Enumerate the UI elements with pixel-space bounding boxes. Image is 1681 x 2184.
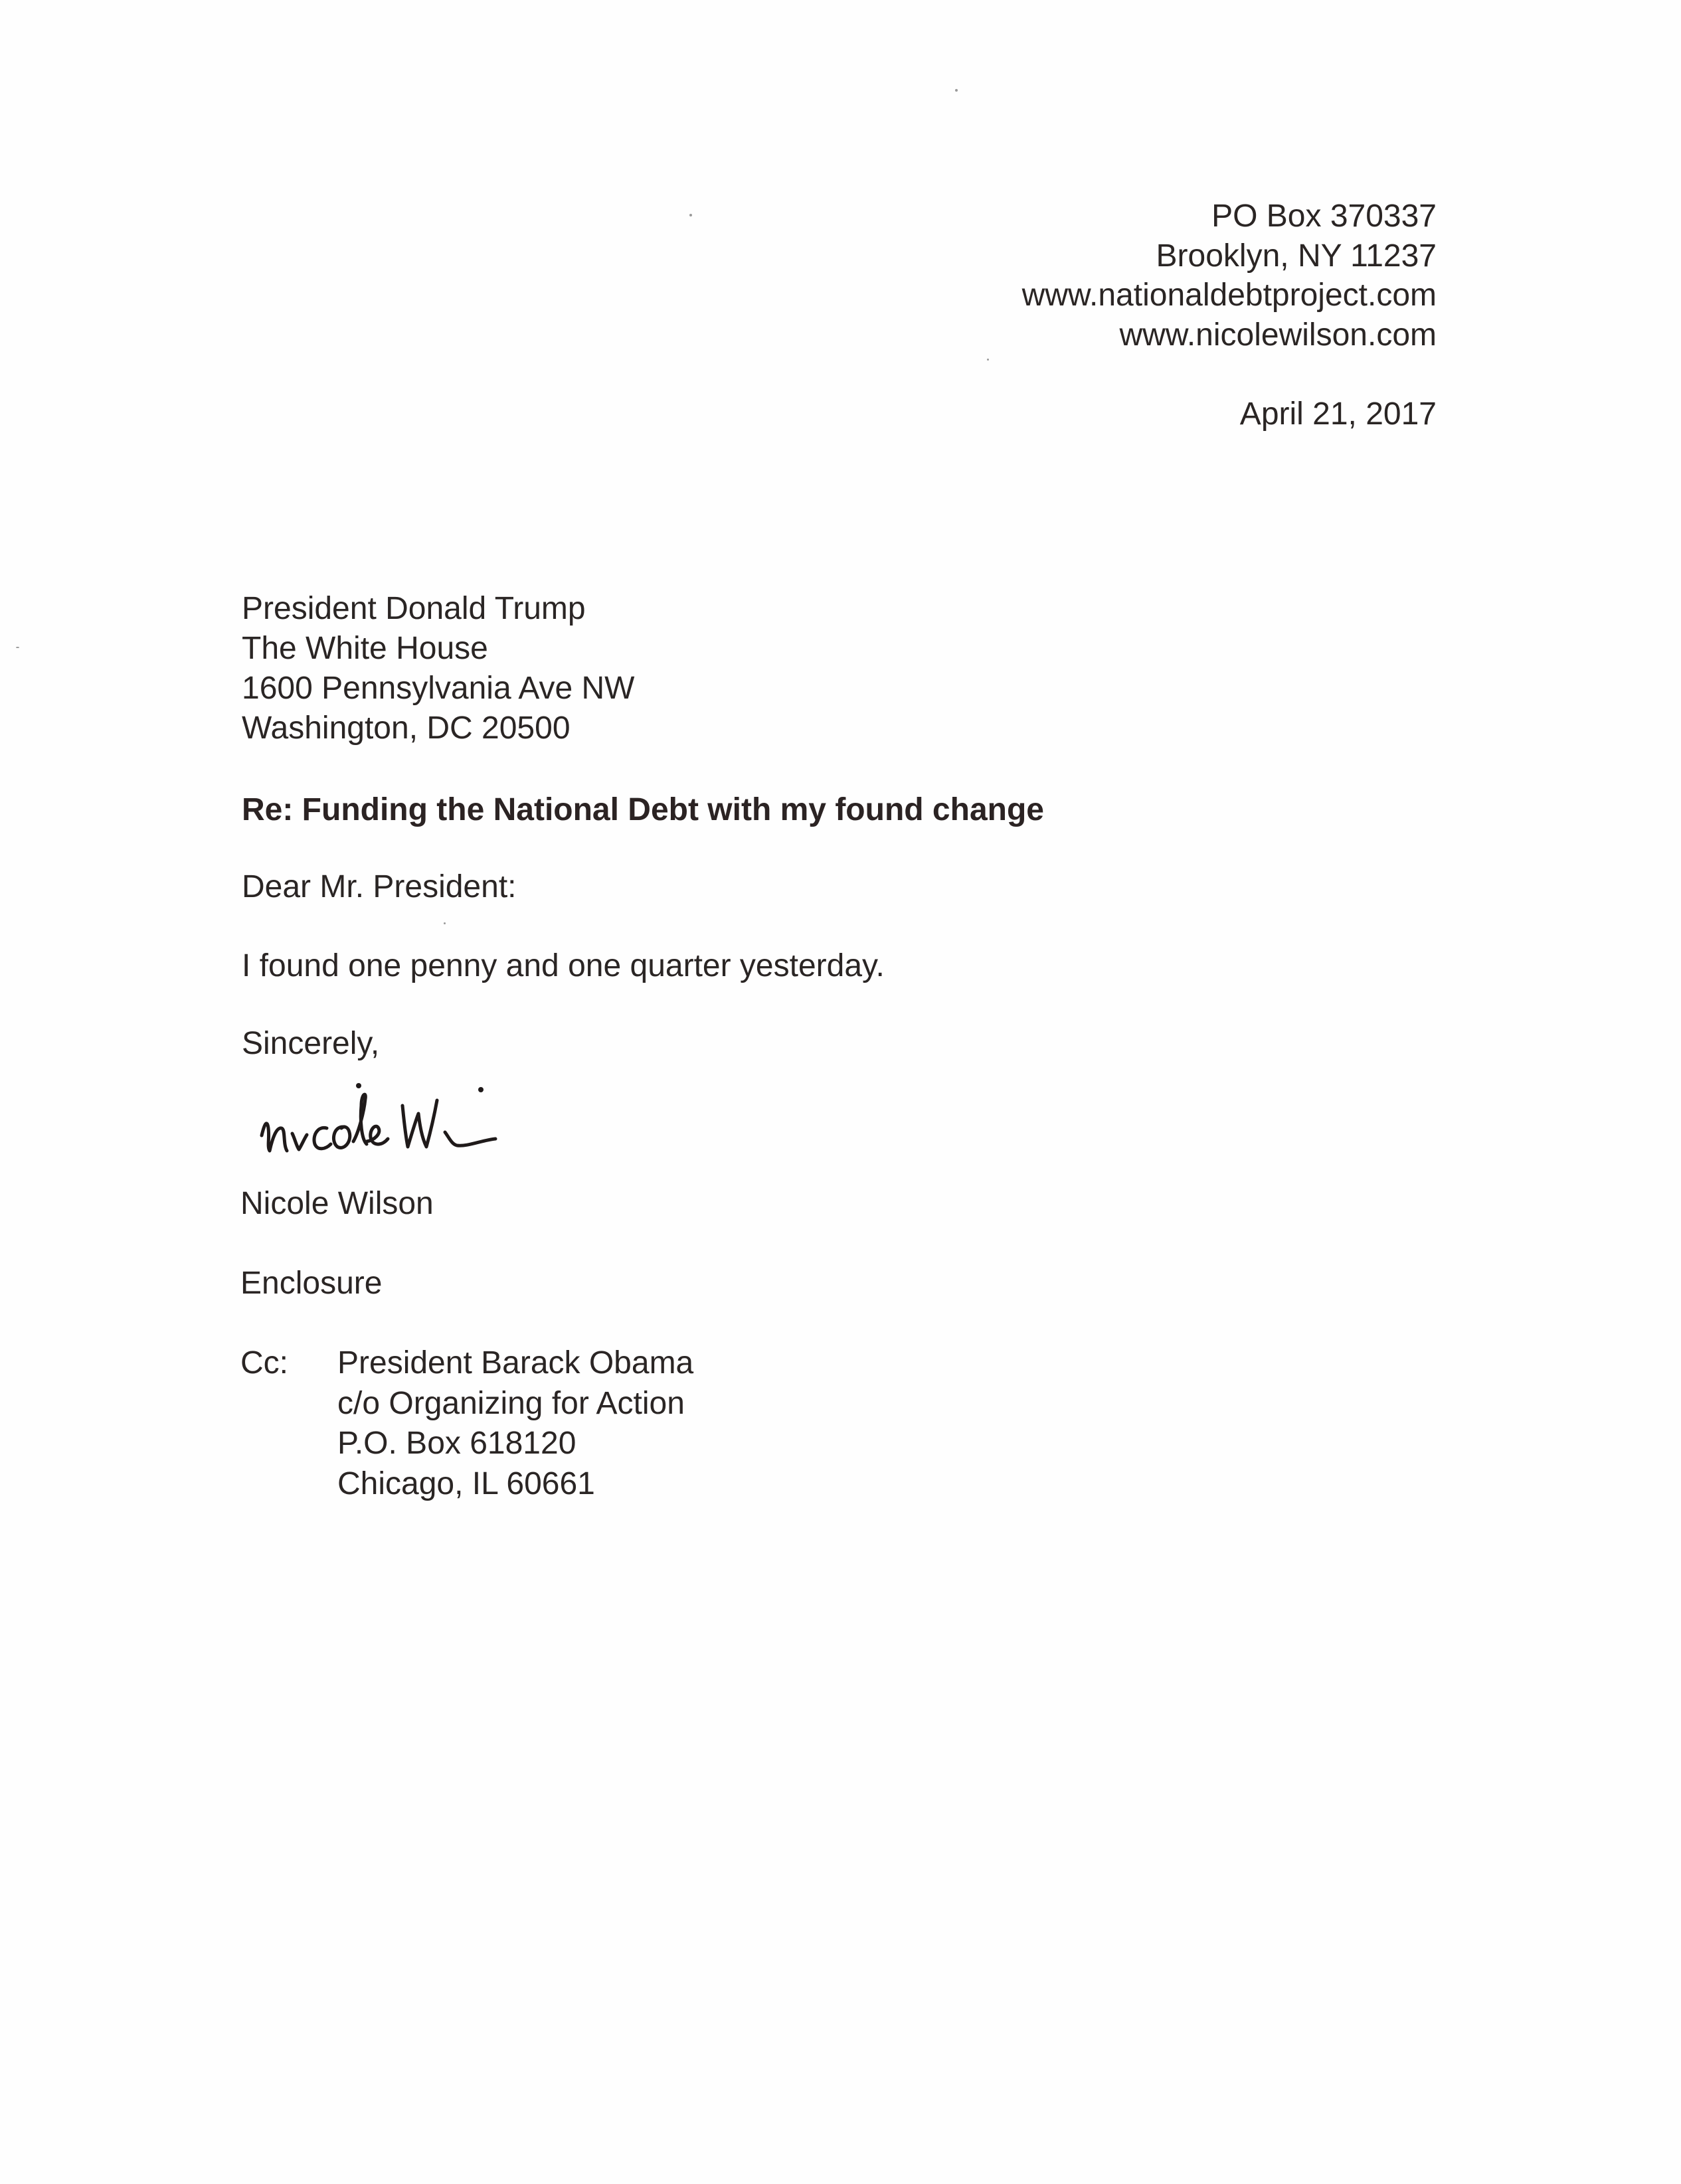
- scan-speck: [16, 647, 19, 648]
- scan-speck: [444, 922, 446, 924]
- recipient-address: [242, 589, 634, 748]
- recipient-street: 1600 Pennsylvania Ave NW: [242, 671, 635, 706]
- recipient-name: President Donald Trump: [242, 591, 586, 626]
- scan-speck: [689, 214, 692, 216]
- enclosure-notation: Enclosure: [240, 1266, 383, 1301]
- return-address-website-project: www.nationaldebtproject.com: [1021, 278, 1437, 313]
- salutation: Dear Mr. President:: [242, 869, 517, 904]
- cc-po-box: P.O. Box 618120: [337, 1426, 576, 1461]
- cc-organization: c/o Organizing for Action: [337, 1385, 685, 1421]
- cc-recipient: [337, 1343, 693, 1504]
- return-address-po-box: PO Box 370337: [1211, 199, 1437, 234]
- recipient-organization: The White House: [242, 631, 488, 666]
- return-address: [1022, 197, 1437, 355]
- letter-date: April 21, 2017: [1239, 396, 1437, 432]
- return-address-city: Brooklyn, NY 11237: [1156, 238, 1437, 274]
- return-address-website-personal: www.nicolewilson.com: [1119, 317, 1437, 353]
- cc-label: Cc:: [240, 1345, 288, 1381]
- letter-body: I found one penny and one quarter yesterday.: [242, 948, 885, 983]
- handwritten-signature: [252, 1072, 598, 1172]
- cc-city: Chicago, IL 60661: [337, 1466, 595, 1501]
- recipient-city: Washington, DC 20500: [242, 711, 571, 746]
- cc-name: President Barack Obama: [337, 1345, 694, 1381]
- closing: Sincerely,: [242, 1026, 380, 1061]
- scan-speck: [987, 359, 989, 361]
- signer-name: Nicole Wilson: [240, 1186, 434, 1221]
- scan-speck: [955, 89, 958, 92]
- subject-line: Re: Funding the National Debt with my found change: [242, 792, 1044, 827]
